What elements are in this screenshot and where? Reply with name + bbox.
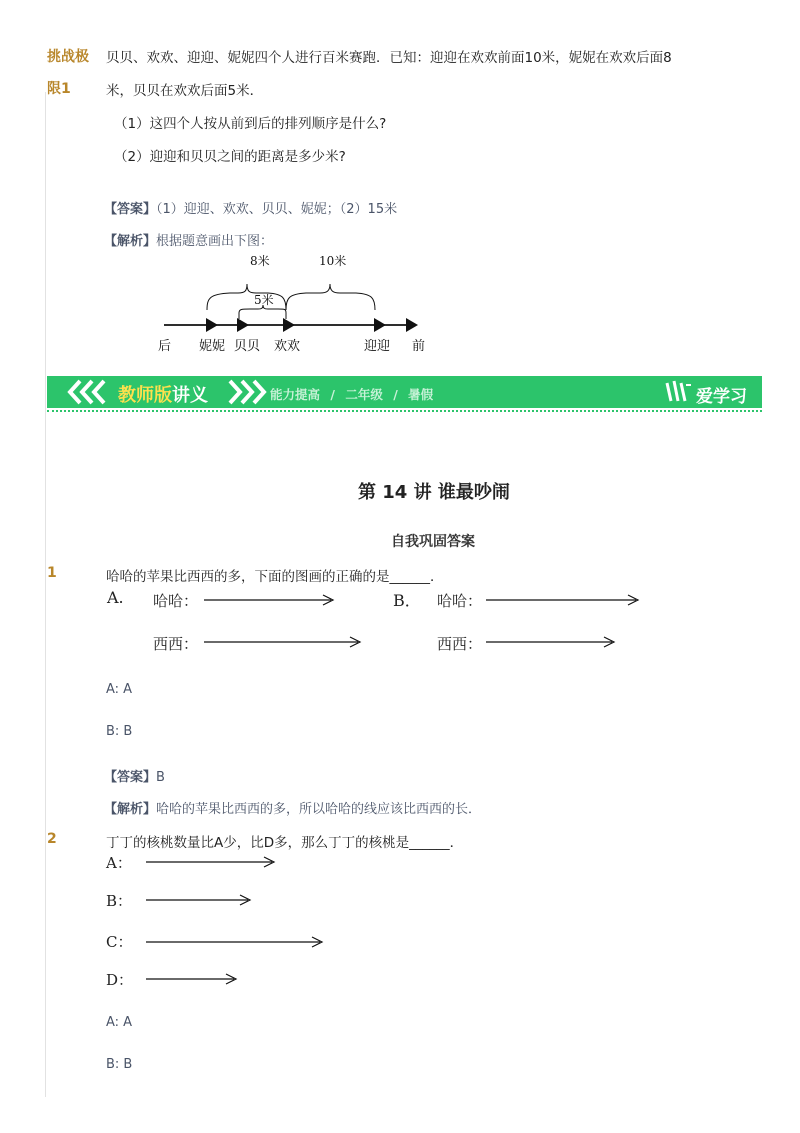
left-margin-rule [45, 92, 46, 1097]
challenge-sub-question-1: （1）这四个人按从前到后的排列顺序是什么? [114, 116, 387, 132]
arrow-head-front [406, 318, 418, 332]
q2-label-b: B： [106, 892, 133, 910]
answer-label: 【答案】 [104, 202, 157, 217]
label-front: 前 [412, 339, 426, 354]
label-back: 后 [158, 339, 172, 354]
crumb-separator: / [330, 387, 335, 402]
analysis-text: 根据题意画出下图： [156, 234, 274, 249]
banner-breadcrumb [270, 385, 433, 403]
label-yingying: 迎迎 [364, 339, 391, 354]
race-diagram [150, 248, 440, 358]
q2-arrow-a [145, 855, 279, 869]
left-chevrons-icon [66, 378, 112, 406]
q1-option-a-letter: A. [107, 588, 124, 607]
challenge-sub-question-2: （2）迎迎和贝贝之间的距离是多少米? [114, 149, 346, 165]
answer-label: 【答案】 [104, 770, 157, 785]
challenge-text-line1: 贝贝、欢欢、迎迎、妮妮四个人进行百米赛跑．已知：迎迎在欢欢前面10米，妮妮在欢欢后面8 [106, 50, 672, 66]
q1-option-b-xixi: 西西： [437, 635, 483, 653]
challenge-tag-line2: 限1 [47, 81, 71, 97]
q1-a-xixi-arrow [203, 635, 365, 649]
q1-choice-a[interactable]: A: A [106, 682, 133, 697]
q1-analysis [104, 798, 481, 817]
question-2-number: 2 [47, 831, 57, 847]
section-title: 自我巩固答案 [391, 534, 475, 550]
question-2-text: 丁丁的核桃数量比A少，比D多，那么丁丁的核桃是______． [106, 835, 464, 851]
q1-answer [104, 766, 165, 785]
label-huanhuan: 欢欢 [274, 339, 301, 354]
analysis-text: 哈哈的苹果比西西的多，所以哈哈的线应该比西西的长． [156, 802, 482, 817]
challenge-answer [104, 198, 397, 217]
brand-name: 爱学习 [696, 387, 747, 407]
q2-choice-b[interactable]: B: B [106, 1057, 133, 1072]
challenge-analysis [104, 230, 273, 249]
banner-title [118, 381, 208, 407]
q1-option-b-haha: 哈哈： [437, 592, 483, 610]
banner-title-b: 讲义 [172, 385, 208, 406]
marker-huanhuan [283, 318, 295, 332]
label-8m: 8米 [250, 254, 270, 268]
label-5m: 5米 [254, 293, 274, 307]
marker-beibei [237, 318, 249, 332]
q1-option-a-haha: 哈哈： [153, 592, 199, 610]
q1-option-b-letter: B． [393, 591, 421, 610]
crumb-term: 暑假 [408, 387, 434, 402]
analysis-label: 【解析】 [104, 234, 157, 249]
q2-choice-a[interactable]: A: A [106, 1015, 133, 1030]
q1-option-a-xixi: 西西： [153, 635, 199, 653]
q1-b-xixi-arrow [485, 635, 619, 649]
banner-title-a: 教师版 [118, 385, 172, 406]
analysis-label: 【解析】 [104, 802, 157, 817]
q2-label-c: C： [106, 933, 133, 951]
brand-logo-icon [664, 379, 694, 405]
label-10m: 10米 [319, 254, 347, 268]
crumb-ability: 能力提高 [270, 387, 321, 402]
answer-text: （1）迎迎、欢欢、贝贝、妮妮；（2）15米 [156, 202, 398, 217]
marker-yingying [374, 318, 386, 332]
q2-arrow-d [145, 972, 241, 986]
q1-choice-b[interactable]: B: B [106, 724, 133, 739]
brace-5m [239, 305, 286, 319]
crumb-separator: / [393, 387, 398, 402]
q2-arrow-c [145, 935, 327, 949]
lecture-title: 第 14 讲 谁最吵闹 [358, 482, 510, 503]
q1-b-haha-arrow [485, 593, 643, 607]
brace-8m [207, 284, 286, 310]
challenge-tag-line1: 挑战极 [47, 49, 89, 65]
crumb-grade: 二年级 [345, 387, 383, 402]
label-nini: 妮妮 [199, 339, 226, 354]
question-1-text: 哈哈的苹果比西西的多，下面的图画的正确的是______． [106, 569, 444, 585]
q2-label-d: D： [106, 971, 134, 989]
q2-label-a: A： [106, 854, 132, 872]
question-1-number: 1 [47, 565, 57, 581]
q2-arrow-b [145, 893, 255, 907]
challenge-text-line2: 米，贝贝在欢欢后面5米． [106, 83, 264, 99]
answer-text: B [156, 770, 165, 785]
right-chevrons-icon [222, 378, 268, 406]
marker-nini [206, 318, 218, 332]
brace-10m [286, 284, 375, 310]
label-beibei: 贝贝 [234, 339, 261, 354]
banner-dotted-divider [47, 410, 762, 412]
q1-a-haha-arrow [203, 593, 338, 607]
